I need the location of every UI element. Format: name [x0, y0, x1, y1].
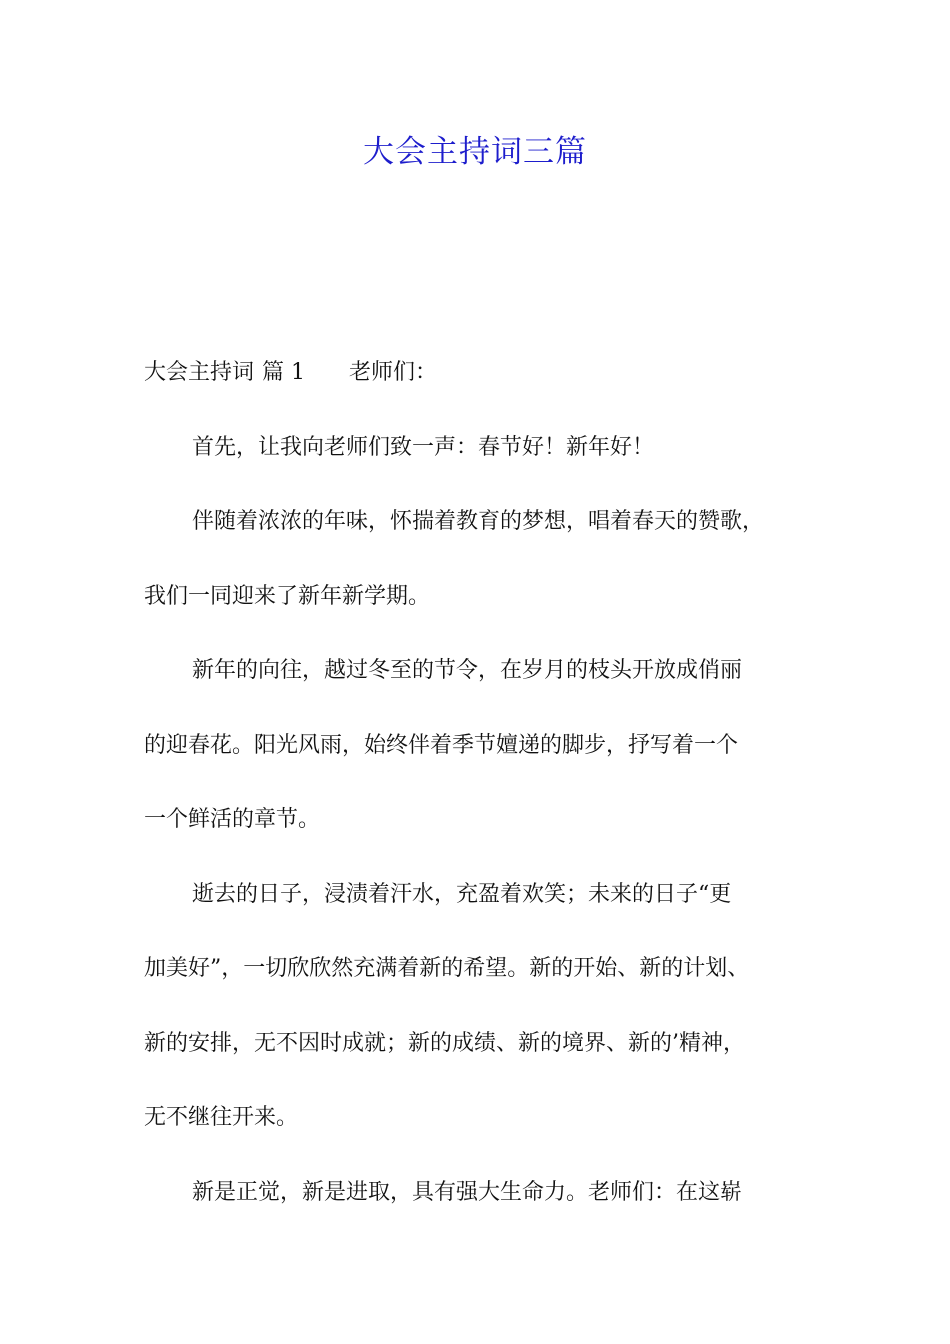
paragraph-line: 加美好”，一切欣欣然充满着新的希望。新的开始、新的计划、	[144, 956, 750, 981]
paragraph-line: 的迎春花。阳光风雨，始终伴着季节嬗递的脚步，抒写着一个	[144, 732, 739, 758]
paragraph-line: 伴随着浓浓的年味，怀揣着教育的梦想，唱着春天的赞歌，	[192, 509, 765, 534]
section-heading-label: 大会主持词	[144, 360, 255, 385]
salutation: 老师们：	[349, 360, 438, 385]
paragraph-line: 无不继往开来。	[144, 1105, 299, 1130]
paragraph-line: 新的安排，无不因时成就；新的成绩、新的境界、新的’精神，	[144, 1030, 745, 1056]
document-body	[144, 336, 834, 1230]
document-title: 大会主持词三篇	[363, 134, 587, 170]
section-heading-number: 篇 1	[262, 360, 306, 385]
paragraph-line: 逝去的日子，浸渍着汗水，充盈着欢笑；未来的日子“更	[192, 881, 732, 907]
section-heading-line	[144, 336, 834, 411]
paragraph-line: 一个鲜活的章节。	[144, 807, 321, 832]
paragraph-line: 新年的向往，越过冬至的节令，在岁月的枝头开放成俏丽	[192, 658, 743, 683]
paragraph-line: 我们一同迎来了新年新学期。	[144, 583, 431, 609]
paragraph-line: 首先，让我向老师们致一声：春节好！新年好！	[192, 434, 655, 460]
paragraph-line: 新是正觉，新是进取，具有强大生命力。老师们：在这崭	[192, 1179, 743, 1205]
